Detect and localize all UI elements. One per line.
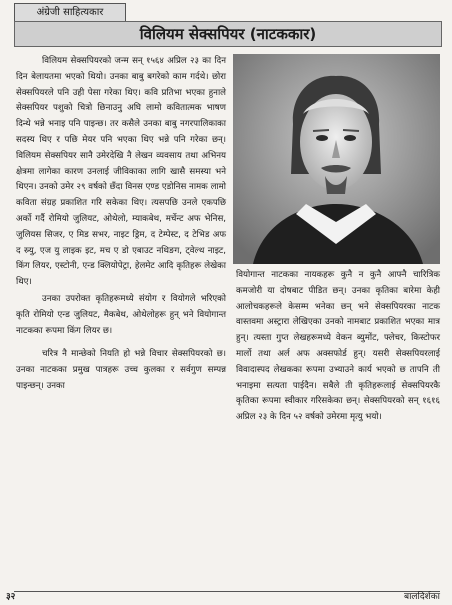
category-tab: अंग्रेजी साहित्यकार xyxy=(14,3,126,22)
shakespeare-portrait-image xyxy=(233,54,440,264)
page-number: ३२ xyxy=(6,592,16,602)
paragraph-2: उनका उपरोक्त कृतिहरूमध्ये संयोग र वियोगले भरिएको कृति रोमियो एन्ड जुलियट, मैकबेथ, ओथेलोहरू हुन् भने वियोगान्त नाटकका रूपमा किंग लियर छ। xyxy=(16,294,226,336)
paragraph-4: वियोगान्त नाटकका नायकहरू कुनै न कुनै आफ्नै चारित्रिक कमजोरी या दोषबाट पीडित छन्। उनका कृतिका बारेमा केही आलोचकहरूले केसम्म भनेका छन् भने सेक्सपियरका नाटक वास्तवमा अस्ट्रारा लेखिएका उनको नामबाट प्रकाशित भएका मात्र हुन्। त्यस्ता गुप्त लेखहरूमध्ये वेकन ब्युमोंट, फ्लेचर, किस्टोफर मार्लो तथा अर्ल अफ अक्सफोर्ड हुन्। यसरी सेक्सपियरलाई विवादास्पद लेखकका रूपमा उभ्याउने कार्य भएको छ तापनि ती भनाइमा सत्यता पाईदैन। सबैले ती कृतिहरूलाई सेक्सपियरकै कृतिका रूपमा स्वीकार गरिसकेका छन्। सेक्सपियरको सन् १६१६ अप्रिल २३ के दिन ५२ वर्षको उमेरमा मृत्यु भयो। xyxy=(236,270,440,423)
footer-divider xyxy=(14,591,440,592)
article-title: विलियम सेक्सपियर (नाटककार) xyxy=(14,21,442,47)
portrait-illustration xyxy=(233,54,440,264)
left-column-top xyxy=(16,54,226,291)
paragraph-1: विलियम सेक्सपियरको जन्म सन् १५६४ अप्रिल २३ का दिन दिन बेलायतमा भएको थियो। उनका बाबु बगरेको काम गर्दथे। छोरा सेक्सपियरले पनि उही पेसा गरेका थिए। कवि प्रतिभा भएका हुनाले सेक्सपियर पशुको चित्रो छिनाउनु अघि लामो कवितात्मक भाषण दिन्थे भन्ने भनाइ पनि पाइन्छ। तर कसैले उनका बाबु नगरपालिकाका सदस्य थिए र पछि मेयर पनि भएका थिए भन्ने पनि गरेका छन्। विलियम सेक्सपियर सानै उमेरदेखि नै लेखन व्यवसाय तथा अभिनय क्षेत्रमा लागेका कारण उनलाई जीविकाका लागि खासै समस्या भने थिएन। उनको उमेर २९ वर्षको छँदा विनस एण्ड एडोनिस नामक लामो कविता संग्रह प्रकाशित गरि सकेका थिए। त्यसपछि उनले एकपछि अर्को गर्दै रोमियो जुलियट, ओथेलो, म्याकबेथ, मर्चेन्ट अफ भेनिस, जुलियस सिजर, ए मिड सभर, नाइट ड्रिम, द टेम्पेस्ट, द टेभिड अफ द स्र्यु, एज यु लाइक इट, मच ए डो एबाउट नथिङग, ट्वेल्थ नाइट, किंग लियर, एस्टोनी, एन्ड क्लियोपेट्रा, हेलमेट आदि कृतिहरू लेखेका थिए। xyxy=(16,56,226,288)
right-column xyxy=(236,268,440,426)
paragraph-3: चरित्र नै मान्छेको नियति हो भन्ने विचार सेक्सपियरको छ। उनका नाटकका प्रमुख पात्रहरू उच्च कुलका र सर्वगुण सम्पन्न पाइन्छन्। उनका xyxy=(16,349,226,391)
magazine-name: बालदिर्शका xyxy=(403,592,440,602)
left-column-bottom xyxy=(16,292,226,395)
